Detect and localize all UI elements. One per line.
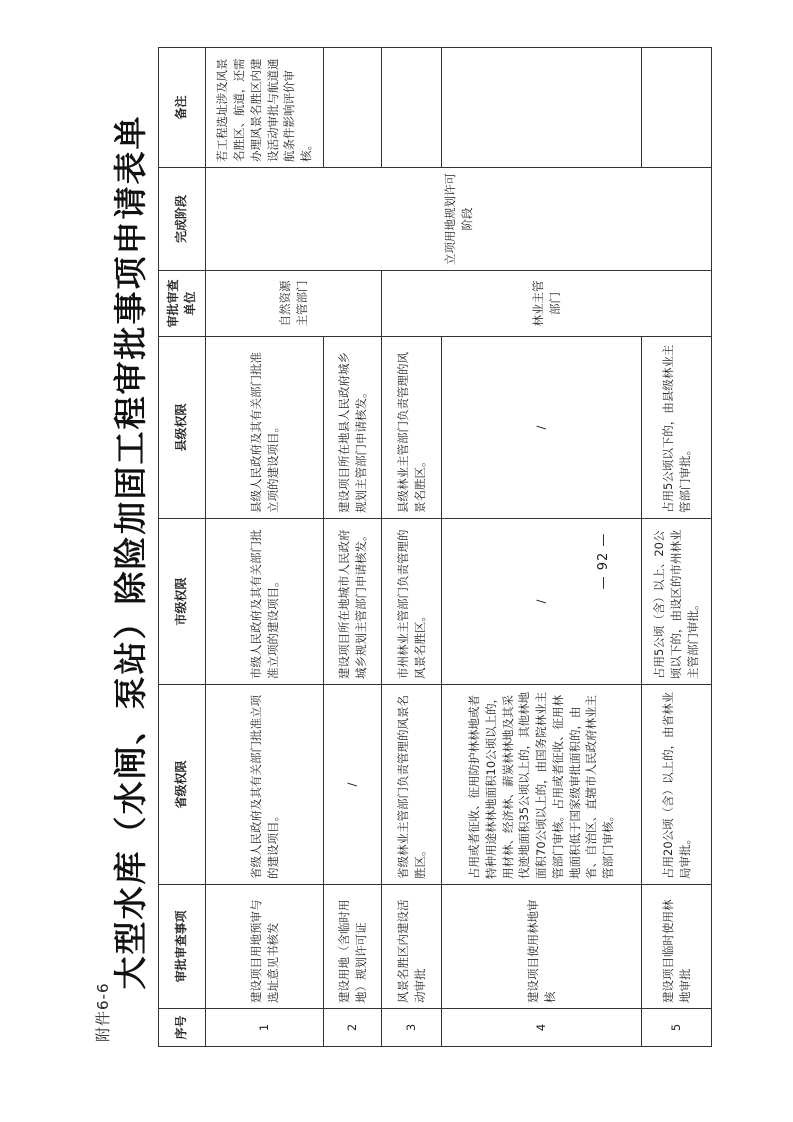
row-province: 省级林业主管部门负责管理的风景名胜区。 [382, 685, 442, 885]
stage-cell: 立项用地规划许可阶段 [206, 168, 712, 271]
header-row [159, 48, 206, 1047]
row-city: 市州林业主管部门负责管理的风景名胜区。 [382, 519, 442, 685]
page-number: — 92 — [596, 532, 611, 590]
row-city: / [442, 519, 642, 685]
row-item: 建设项目临时使用林地审批 [642, 885, 712, 1009]
row-city: 占用5公顷（含）以上、20公顷以下的，由设区的市州林业主管部门审批。 [642, 519, 712, 685]
header-no: 序号 [159, 1009, 206, 1047]
row-no: 4 [442, 1009, 642, 1047]
row-remark [324, 48, 382, 168]
row-city: 市级人民政府及其有关部门批准立项的建设项目。 [206, 519, 324, 685]
header-city: 市级权限 [159, 519, 206, 685]
row-item: 建设用地（含临时用地）规划许可证 [324, 885, 382, 1009]
table-row [206, 48, 324, 1047]
row-item: 风景名胜区内建设活动审批 [382, 885, 442, 1009]
row-remark [382, 48, 442, 168]
row-county: 县级林业主管部门负责管理的风景名胜区。 [382, 337, 442, 519]
row-county: 建设项目所在地县人民政府城乡规划主管部门申请核发。 [324, 337, 382, 519]
row-county: 占用5公顷以下的，由县级林业主管部门审批。 [642, 337, 712, 519]
row-item: 建设项目使用林地审核 [442, 885, 642, 1009]
row-city: 建设项目所在地城市人民政府城乡规划主管部门申请核发。 [324, 519, 382, 685]
row-remark [642, 48, 712, 168]
unit-forestry: 林业主管部门 [382, 271, 712, 337]
row-remark: 若工程选址涉及风景名胜区、航道，还需办理风景名胜区内建设活动审批与航道通航条件影响评价审核。 [206, 48, 324, 168]
row-county: 县级人民政府及其有关部门批准立项的建设项目。 [206, 337, 324, 519]
row-no: 1 [206, 1009, 324, 1047]
document-title: 大型水库（水闸、泵站）除险加固工程审批事项申请表单 [111, 114, 150, 990]
attachment-label: 附件6-6 [94, 982, 112, 1042]
row-remark [442, 48, 642, 168]
header-county: 县级权限 [159, 337, 206, 519]
header-item: 审批审查事项 [159, 885, 206, 1009]
row-province: 省级人民政府及其有关部门批准立项的建设项目。 [206, 685, 324, 885]
row-no: 2 [324, 1009, 382, 1047]
unit-natural-resources: 自然资源主管部门 [206, 271, 382, 337]
header-remark: 备注 [159, 48, 206, 168]
row-no: 3 [382, 1009, 442, 1047]
row-province: 占用20公顷（含）以上的，由省林业局审批。 [642, 685, 712, 885]
row-province: / [324, 685, 382, 885]
header-province: 省级权限 [159, 685, 206, 885]
row-county: / [442, 337, 642, 519]
row-province: 占用或者征收、征用防护林林地或者特种用途林林地面积10公顷以上的，用材林、经济林、薪炭林林地及其采伐迹地面积35公顷以上的，其他林地面积70公顷以上的，由国务院林业主管部门审核。占用或者征收、征用林地面积低于国家级审批面积的，由省、自治区、直辖市人民政府林业主管部门审核。 [442, 685, 642, 885]
header-stage: 完成阶段 [159, 168, 206, 271]
row-item: 建设项目用地预审与选址意见书核发 [206, 885, 324, 1009]
approval-table [158, 47, 712, 1047]
header-unit: 审批审查单位 [159, 271, 206, 337]
row-no: 5 [642, 1009, 712, 1047]
